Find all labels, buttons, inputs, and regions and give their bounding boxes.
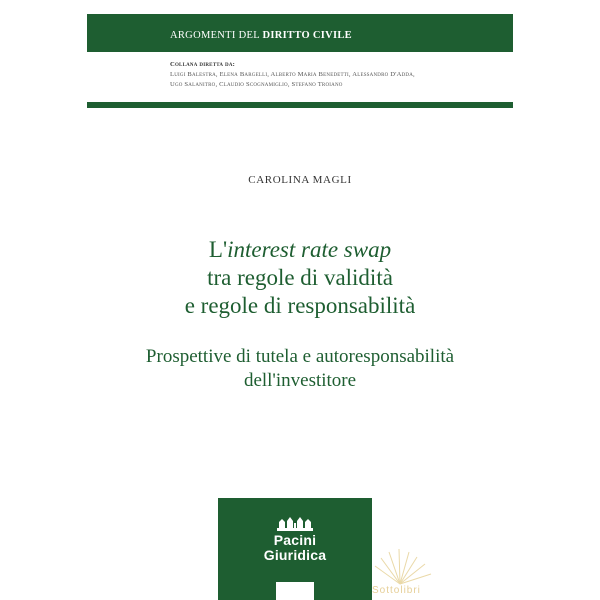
publisher-name-line-1: Pacini bbox=[273, 532, 317, 548]
publisher-box-notch bbox=[276, 582, 314, 600]
subtitle-line-1: Prospettive di tutela e autoresponsabilità bbox=[145, 346, 455, 367]
series-editors bbox=[170, 60, 500, 90]
title-prefix: L' bbox=[208, 237, 228, 262]
book-title bbox=[87, 236, 513, 320]
series-name-bold: DIRITTO CIVILE bbox=[262, 30, 352, 41]
publisher-name-line-2: Giuridica bbox=[263, 547, 327, 563]
subtitle-line-2: dell'investitore bbox=[243, 370, 357, 391]
watermark-text: Sottolibri bbox=[372, 585, 421, 596]
title-line-2: tra regole di validità bbox=[207, 265, 393, 290]
publisher-name bbox=[218, 533, 372, 563]
book-cover bbox=[87, 0, 513, 600]
editors-label: Collana diretta da: bbox=[170, 61, 236, 68]
publisher-box bbox=[218, 498, 372, 600]
publisher-logo-icon bbox=[276, 514, 314, 532]
title-italic: interest rate swap bbox=[227, 237, 392, 262]
series-name-prefix: ARGOMENTI DEL bbox=[170, 30, 260, 41]
editors-line-1: Luigi Balestra, Elena Bargelli, Alberto Maria Benedetti, Alessandro D'Adda, bbox=[170, 71, 415, 78]
divider-rule bbox=[87, 102, 513, 108]
editors-line-2: Ugo Salanitro, Claudio Scognamiglio, Stefano Troiano bbox=[170, 81, 343, 88]
author-name: CAROLINA MAGLI bbox=[248, 174, 352, 186]
series-title bbox=[170, 30, 352, 42]
title-line-3: e regole di responsabilità bbox=[184, 293, 416, 318]
title-line-1 bbox=[87, 236, 513, 264]
book-subtitle bbox=[87, 345, 513, 393]
